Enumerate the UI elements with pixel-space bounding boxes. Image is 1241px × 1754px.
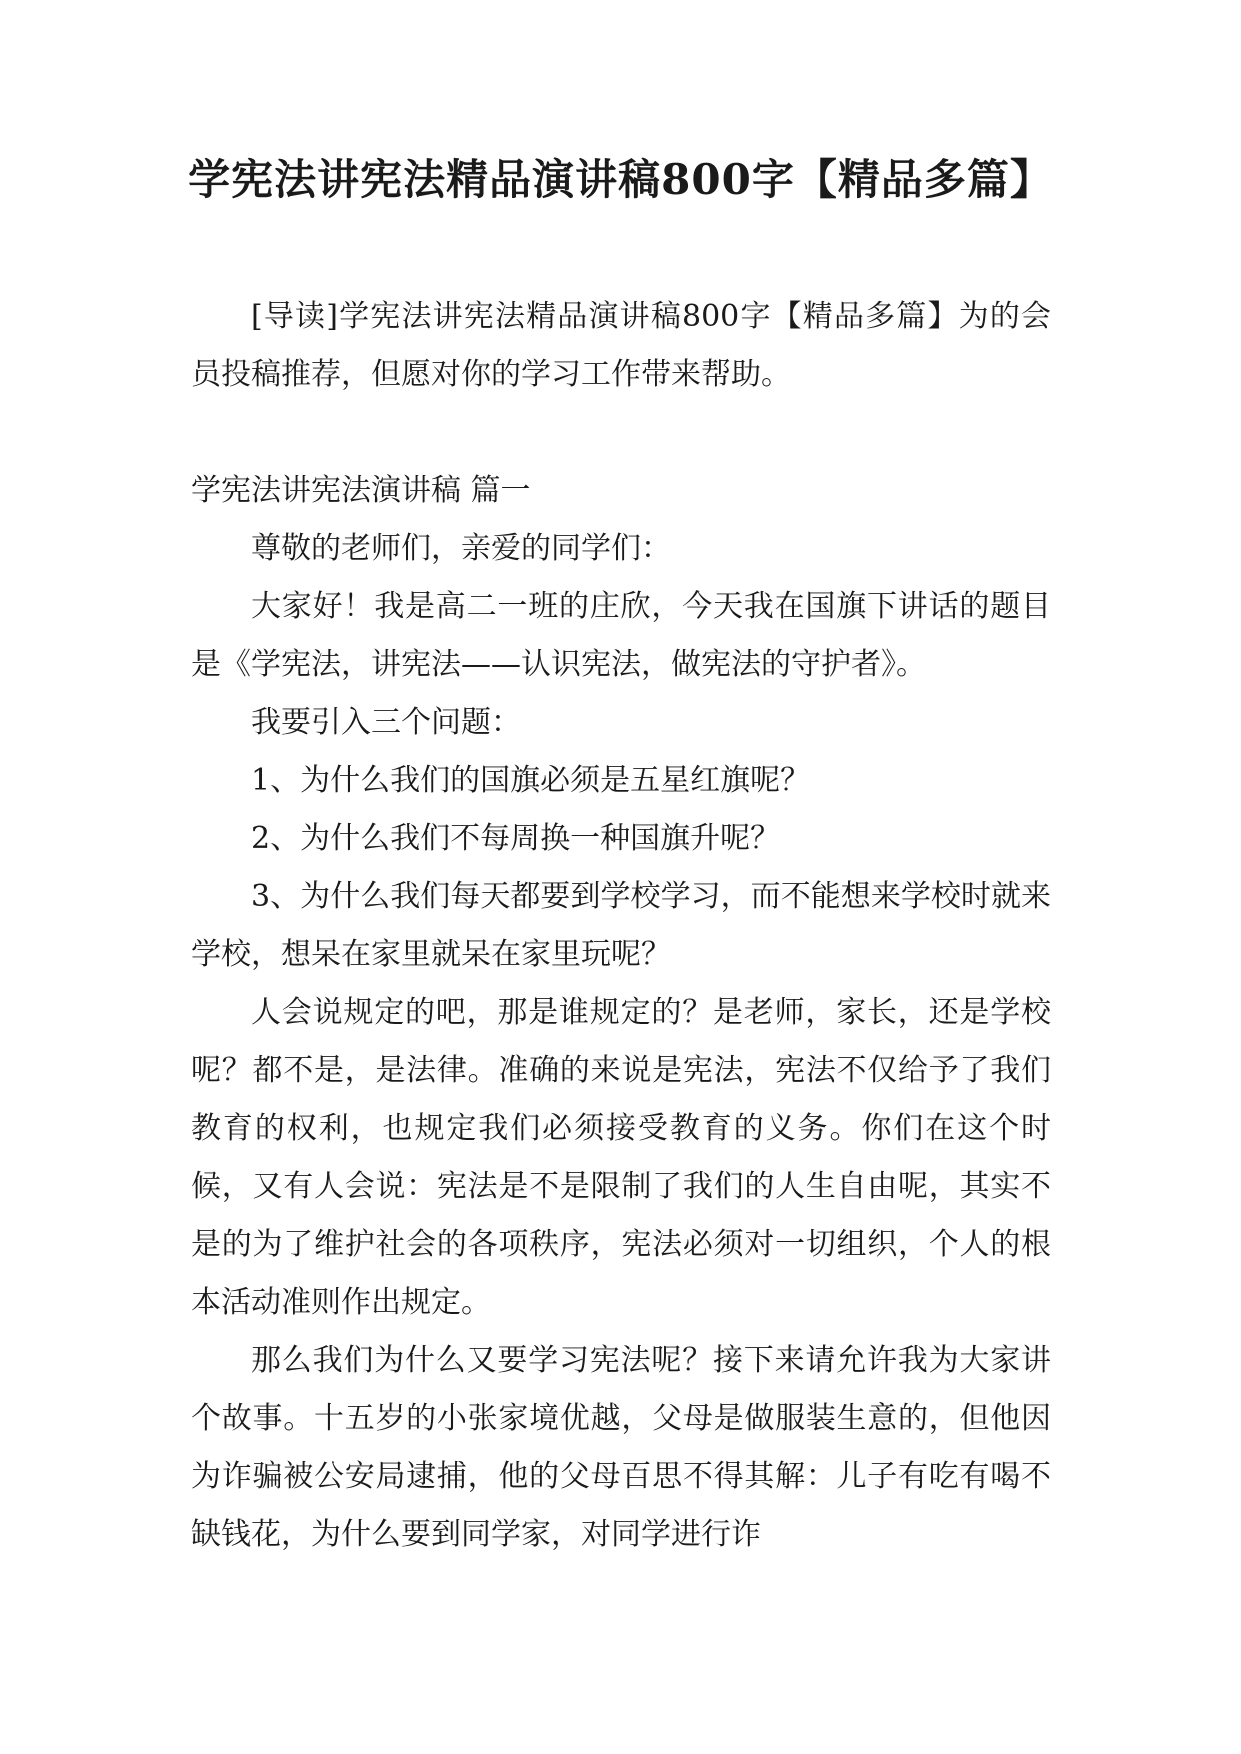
intro-paragraph: [导读]学宪法讲宪法精品演讲稿800字【精品多篇】为的会员投稿推荐，但愿对你的学习工作带来帮助。 bbox=[191, 299, 1051, 392]
document-title: 学宪法讲宪法精品演讲稿800字【精品多篇】 bbox=[188, 155, 1053, 204]
document-body bbox=[191, 288, 1051, 1564]
body-paragraph: 1、为什么我们的国旗必须是五星红旗呢？ bbox=[251, 763, 811, 798]
body-paragraph: 那么我们为什么又要学习宪法呢？接下来请允许我为大家讲个故事。十五岁的小张家境优越，父母是做服装生意的，但他因为诈骗被公安局逮捕，他的父母百思不得其解：儿子有吃有喝不缺钱花，为什么要到同学家，对同学进行诈 bbox=[191, 1343, 1051, 1552]
section-heading: 学宪法讲宪法演讲稿 篇一 bbox=[191, 473, 531, 508]
body-paragraph: 3、为什么我们每天都要到学校学习，而不能想来学校时就来学校，想呆在家里就呆在家里玩呢？ bbox=[191, 879, 1051, 972]
body-paragraph: 尊敬的老师们，亲爱的同学们： bbox=[251, 531, 671, 566]
body-paragraph: 2、为什么我们不每周换一种国旗升呢？ bbox=[251, 821, 781, 856]
body-paragraph: 大家好！我是高二一班的庄欣，今天我在国旗下讲话的题目是《学宪法，讲宪法——认识宪法，做宪法的守护者》。 bbox=[191, 589, 1051, 682]
body-paragraph: 我要引入三个问题： bbox=[251, 705, 521, 740]
body-paragraph: 人会说规定的吧，那是谁规定的？是老师，家长，还是学校呢？都不是，是法律。准确的来说是宪法，宪法不仅给予了我们教育的权利，也规定我们必须接受教育的义务。你们在这个时候，又有人会说：宪法是不是限制了我们的人生自由呢，其实不是的为了维护社会的各项秩序，宪法必须对一切组织，个人的根本活动准则作出规定。 bbox=[191, 995, 1051, 1320]
